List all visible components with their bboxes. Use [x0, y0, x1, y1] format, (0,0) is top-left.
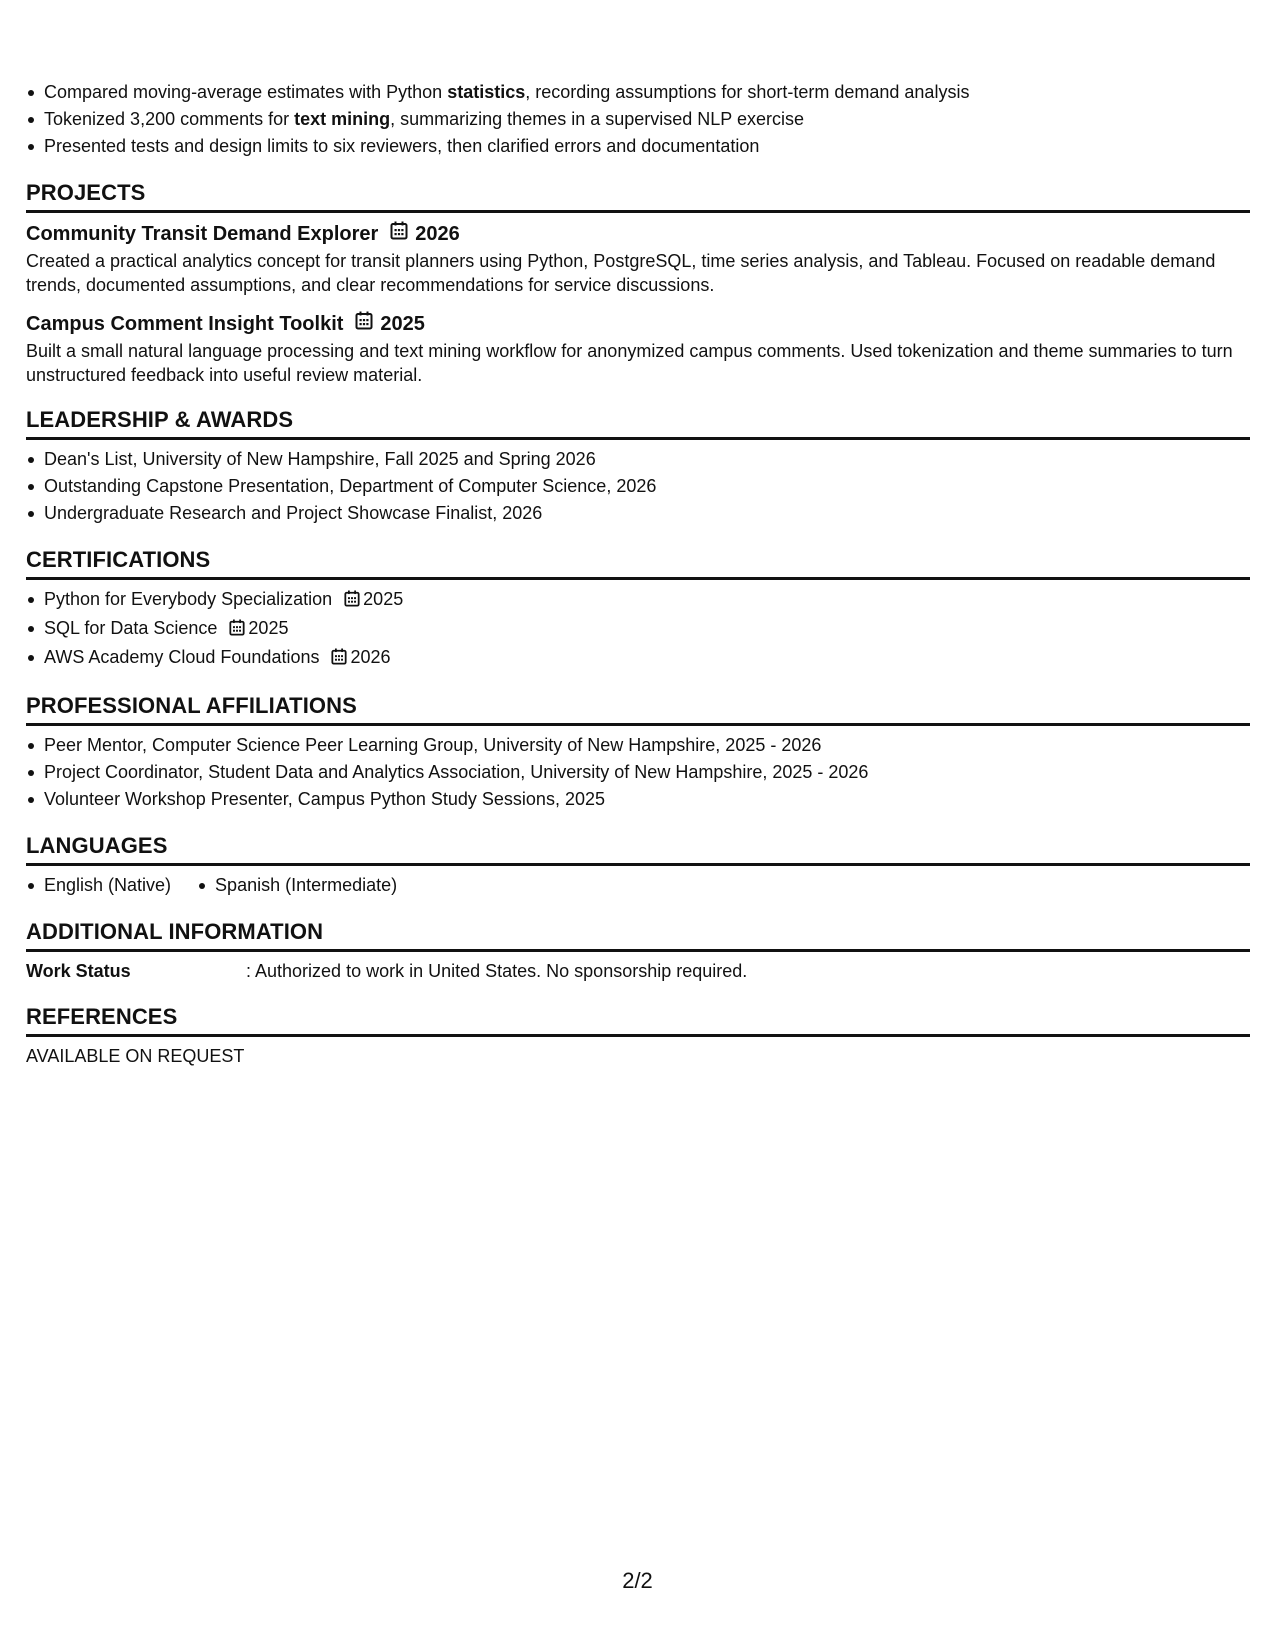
certification-name: SQL for Data Science: [44, 618, 218, 638]
list-item: Undergraduate Research and Project Showcase Finalist, 2026: [44, 500, 1250, 527]
calendar-icon: [331, 646, 347, 673]
calendar-icon: [355, 311, 373, 337]
work-status-value: : Authorized to work in United States. No sponsorship required.: [246, 961, 748, 981]
certification-name: Python for Everybody Specialization: [44, 589, 333, 609]
list-item: Dean's List, University of New Hampshire, Fall 2025 and Spring 2026: [44, 446, 1250, 473]
project-year: 2026: [415, 223, 460, 245]
section-heading-projects: PROJECTS: [26, 180, 1250, 213]
list-item: [44, 644, 1250, 673]
section-heading-affiliations: PROFESSIONAL AFFILIATIONS: [26, 693, 1250, 726]
affiliations-list: [26, 732, 1250, 813]
project-description: Created a practical analytics concept for transit planners using Python, PostgreSQL, time series analysis, and Tableau. Focused on readable demand trends, documented assumptions, and clear recommendations for service discussions.: [26, 251, 1216, 295]
list-item: Project Coordinator, Student Data and Analytics Association, University of New Hampshire, 2025 - 2026: [44, 759, 1250, 786]
experience-bullet-list: [26, 79, 1250, 160]
work-status-label: Work Status: [26, 961, 131, 981]
resume-page: [26, 0, 1250, 1069]
section-heading-references: REFERENCES: [26, 1004, 1250, 1037]
section-heading-additional: ADDITIONAL INFORMATION: [26, 919, 1250, 952]
project-title: [26, 221, 1250, 247]
section-heading-certifications: CERTIFICATIONS: [26, 547, 1250, 580]
list-item: [44, 615, 1250, 644]
calendar-icon: [390, 221, 408, 247]
list-item: Tokenized 3,200 comments for text mining, summarizing themes in a supervised NLP exercise: [44, 106, 1250, 133]
project-name: Community Transit Demand Explorer: [26, 223, 379, 245]
references-text: AVAILABLE ON REQUEST: [26, 1046, 245, 1066]
list-item: Presented tests and design limits to six reviewers, then clarified errors and documentation: [44, 133, 1250, 160]
calendar-icon: [229, 617, 245, 644]
languages-list: [26, 872, 1250, 899]
list-item: Volunteer Workshop Presenter, Campus Python Study Sessions, 2025: [44, 786, 1250, 813]
leadership-list: [26, 446, 1250, 527]
certification-year: 2026: [350, 647, 391, 667]
certifications-list: [26, 586, 1250, 673]
certification-name: AWS Academy Cloud Foundations: [44, 647, 320, 667]
calendar-icon: [344, 588, 360, 615]
page-number: 2/2: [622, 1568, 653, 1593]
list-item: Compared moving-average estimates with Python statistics, recording assumptions for short-term demand analysis: [44, 79, 1250, 106]
section-heading-languages: LANGUAGES: [26, 833, 1250, 866]
list-item: Outstanding Capstone Presentation, Department of Computer Science, 2026: [44, 473, 1250, 500]
project-title: [26, 311, 1250, 337]
project-name: Campus Comment Insight Toolkit: [26, 313, 344, 335]
list-item: Peer Mentor, Computer Science Peer Learning Group, University of New Hampshire, 2025 - 2026: [44, 732, 1250, 759]
list-item: English (Native): [44, 872, 171, 899]
work-status-row: [26, 958, 1250, 984]
section-heading-leadership: LEADERSHIP & AWARDS: [26, 407, 1250, 440]
list-item: Spanish (Intermediate): [215, 872, 397, 899]
certification-year: 2025: [363, 589, 404, 609]
project-description: Built a small natural language processing and text mining workflow for anonymized campus comments. Used tokenization and theme summaries to turn unstructured feedback into useful review material.: [26, 341, 1233, 385]
list-item: [44, 586, 1250, 615]
certification-year: 2025: [248, 618, 289, 638]
project-year: 2025: [380, 313, 425, 335]
